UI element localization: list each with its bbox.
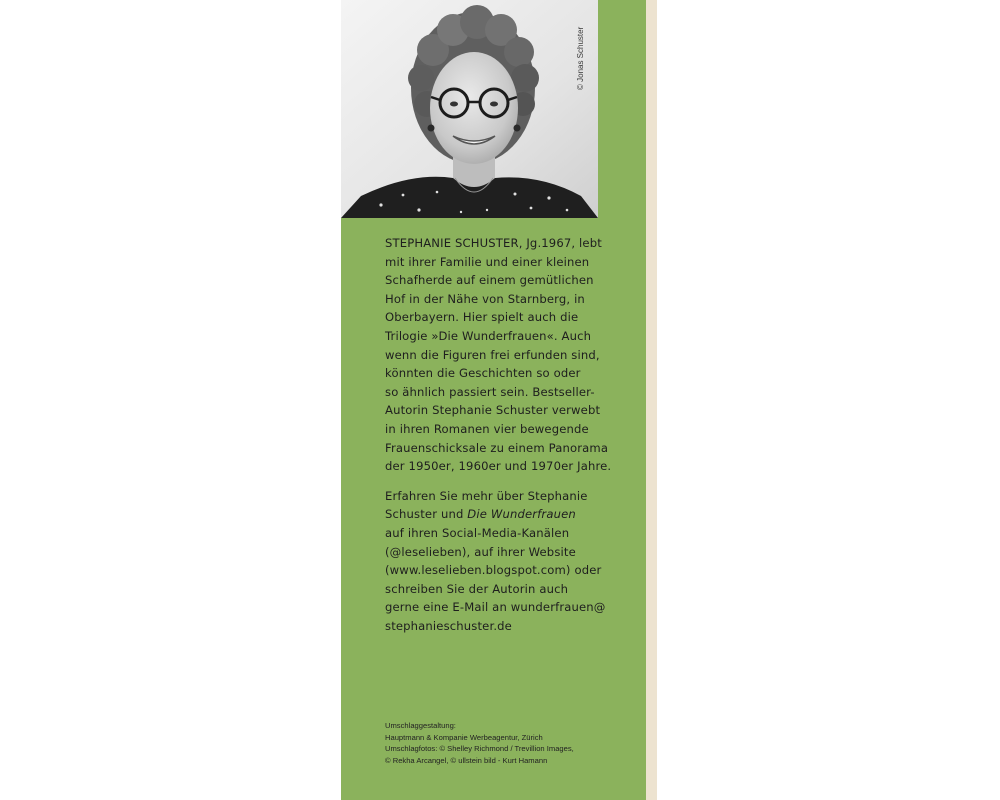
bio-paragraph-2-end: auf ihren Social-Media-Kanälen (@leselieben), auf ihrer Website (www.leselieben.blogspot.com) oder schreiben Sie der Autorin auch gerne eine E-Mail an wunderfrauen@ stephanieschuster.de	[385, 525, 606, 633]
book-title: Die Wunderfrauen	[467, 507, 576, 522]
author-bio	[385, 234, 625, 646]
bio-paragraph-2-start: Erfahren Sie mehr über Stephanie Schuster und	[385, 488, 588, 522]
photo-credit: © Jonas Schuster	[576, 26, 585, 90]
cover-edge	[646, 0, 657, 800]
bio-paragraph-1: STEPHANIE SCHUSTER, Jg.1967, lebt mit ihrer Familie und einer kleinen Schafherde auf einem gemütlichen Hof in der Nähe von Starnberg, in Oberbayern. Hier spielt auch die Trilogie »Die Wunderfrauen«. Auch wenn die Figuren frei erfunden sind, könnten die Geschichten so oder so ähnlich passiert sein. Bestseller- Autorin Stephanie Schuster verwebt in ihren Romanen vier bewegende Frauenschicksale zu einem Panorama der 1950er, 1960er und 1970er Jahre.	[385, 236, 612, 474]
author-portrait-photo	[341, 0, 598, 218]
cover-credits: Umschlaggestaltung: Hauptmann & Kompanie Werbeagentur, Zürich Umschlagfotos: © Shelley Richmond / Trevillion Images, © Rekha Arcangel, © ullstein bild - Kurt Hamann	[385, 721, 574, 765]
bio-paragraph-2	[385, 487, 625, 636]
